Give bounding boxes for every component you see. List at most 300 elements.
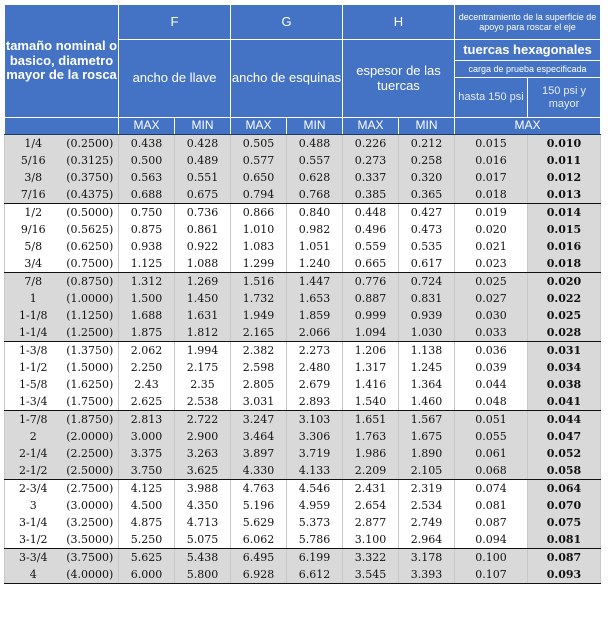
g-min-header: MIN bbox=[287, 118, 343, 135]
runout-upto-150-value: 0.107 bbox=[455, 566, 528, 584]
column-g-letter: G bbox=[231, 5, 343, 40]
g-min-value: 0.557 bbox=[287, 152, 343, 169]
g-min-value: 0.628 bbox=[287, 169, 343, 186]
size-fraction: 3-1/4 bbox=[5, 514, 62, 531]
column-h-letter: H bbox=[343, 5, 455, 40]
h-max-value: 1.416 bbox=[343, 376, 399, 393]
runout-upto-150-value: 0.044 bbox=[455, 376, 528, 393]
runout-upto-150-value: 0.036 bbox=[455, 342, 528, 360]
size-fraction: 7/16 bbox=[5, 186, 62, 204]
size-decimal: (3.5000) bbox=[62, 531, 119, 549]
f-max-value: 1.312 bbox=[119, 273, 175, 291]
size-decimal: (0.3750) bbox=[62, 169, 119, 186]
f-min-value: 0.489 bbox=[175, 152, 231, 169]
g-min-value: 3.719 bbox=[287, 445, 343, 462]
f-min-value: 1.269 bbox=[175, 273, 231, 291]
h-max-value: 3.322 bbox=[343, 549, 399, 567]
runout-upto-150-value: 0.074 bbox=[455, 480, 528, 498]
f-min-value: 3.625 bbox=[175, 462, 231, 480]
table-row bbox=[5, 324, 601, 342]
g-max-value: 6.495 bbox=[231, 549, 287, 567]
h-max-header: MAX bbox=[343, 118, 399, 135]
h-min-value: 3.178 bbox=[399, 549, 455, 567]
row-group bbox=[5, 135, 601, 204]
runout-over-150-value: 0.052 bbox=[528, 445, 601, 462]
runout-over-150-value: 0.047 bbox=[528, 428, 601, 445]
table-row bbox=[5, 359, 601, 376]
runout-over-150-value: 0.016 bbox=[528, 238, 601, 255]
size-fraction: 1-1/4 bbox=[5, 324, 62, 342]
f-min-value: 1.994 bbox=[175, 342, 231, 360]
h-min-value: 0.258 bbox=[399, 152, 455, 169]
runout-upto-150-value: 0.030 bbox=[455, 307, 528, 324]
table-row bbox=[5, 411, 601, 429]
f-min-value: 0.861 bbox=[175, 221, 231, 238]
h-min-value: 0.212 bbox=[399, 135, 455, 153]
runout-over-150-value: 0.012 bbox=[528, 169, 601, 186]
nut-thickness-header: espesor de las tuercas bbox=[343, 40, 455, 118]
width-across-flats-header: ancho de llave bbox=[119, 40, 231, 118]
f-min-value: 5.800 bbox=[175, 566, 231, 584]
size-decimal: (1.3750) bbox=[62, 342, 119, 360]
g-min-value: 2.273 bbox=[287, 342, 343, 360]
row-group bbox=[5, 549, 601, 584]
h-min-value: 1.030 bbox=[399, 324, 455, 342]
runout-over-150-value: 0.031 bbox=[528, 342, 601, 360]
g-min-value: 1.653 bbox=[287, 290, 343, 307]
size-fraction: 1/4 bbox=[5, 135, 62, 153]
size-decimal: (0.3125) bbox=[62, 152, 119, 169]
g-max-value: 0.650 bbox=[231, 169, 287, 186]
runout-max-header: MAX bbox=[455, 118, 601, 135]
f-min-value: 3.988 bbox=[175, 480, 231, 498]
size-decimal: (1.6250) bbox=[62, 376, 119, 393]
size-decimal: (2.2500) bbox=[62, 445, 119, 462]
table-row bbox=[5, 428, 601, 445]
size-decimal: (0.5625) bbox=[62, 221, 119, 238]
g-max-value: 3.897 bbox=[231, 445, 287, 462]
h-max-value: 3.100 bbox=[343, 531, 399, 549]
size-decimal: (0.8750) bbox=[62, 273, 119, 291]
size-fraction: 2 bbox=[5, 428, 62, 445]
g-max-value: 2.598 bbox=[231, 359, 287, 376]
h-min-value: 1.245 bbox=[399, 359, 455, 376]
h-min-value: 2.749 bbox=[399, 514, 455, 531]
runout-over-150-value: 0.044 bbox=[528, 411, 601, 429]
f-min-value: 0.428 bbox=[175, 135, 231, 153]
size-decimal: (1.7500) bbox=[62, 393, 119, 411]
g-min-value: 5.786 bbox=[287, 531, 343, 549]
size-fraction: 1-5/8 bbox=[5, 376, 62, 393]
h-max-value: 1.540 bbox=[343, 393, 399, 411]
runout-over-150-value: 0.058 bbox=[528, 462, 601, 480]
size-fraction: 2-3/4 bbox=[5, 480, 62, 498]
runout-over-150-value: 0.093 bbox=[528, 566, 601, 584]
runout-upto-150-value: 0.018 bbox=[455, 186, 528, 204]
h-max-value: 0.887 bbox=[343, 290, 399, 307]
size-fraction: 1 bbox=[5, 290, 62, 307]
f-max-value: 1.125 bbox=[119, 255, 175, 273]
table-row bbox=[5, 462, 601, 480]
f-max-value: 4.875 bbox=[119, 514, 175, 531]
h-max-value: 0.665 bbox=[343, 255, 399, 273]
table-row bbox=[5, 290, 601, 307]
size-decimal: (1.8750) bbox=[62, 411, 119, 429]
f-max-value: 5.625 bbox=[119, 549, 175, 567]
size-fraction: 1-7/8 bbox=[5, 411, 62, 429]
size-fraction: 5/8 bbox=[5, 238, 62, 255]
f-max-value: 6.000 bbox=[119, 566, 175, 584]
table-row bbox=[5, 342, 601, 360]
runout-upto-150-value: 0.027 bbox=[455, 290, 528, 307]
f-max-value: 0.875 bbox=[119, 221, 175, 238]
h-min-value: 2.964 bbox=[399, 531, 455, 549]
f-min-value: 1.631 bbox=[175, 307, 231, 324]
f-max-value: 2.43 bbox=[119, 376, 175, 393]
runout-upto-150-value: 0.023 bbox=[455, 255, 528, 273]
g-min-value: 2.893 bbox=[287, 393, 343, 411]
table-row bbox=[5, 514, 601, 531]
h-min-value: 0.617 bbox=[399, 255, 455, 273]
h-min-value: 0.320 bbox=[399, 169, 455, 186]
runout-upto-150-value: 0.025 bbox=[455, 273, 528, 291]
h-max-value: 1.206 bbox=[343, 342, 399, 360]
f-max-header: MAX bbox=[119, 118, 175, 135]
row-group bbox=[5, 411, 601, 480]
size-fraction: 1-3/8 bbox=[5, 342, 62, 360]
runout-over-150-value: 0.018 bbox=[528, 255, 601, 273]
f-min-header: MIN bbox=[175, 118, 231, 135]
h-max-value: 1.317 bbox=[343, 359, 399, 376]
f-max-value: 2.813 bbox=[119, 411, 175, 429]
h-min-value: 0.535 bbox=[399, 238, 455, 255]
g-min-value: 0.840 bbox=[287, 204, 343, 222]
f-min-value: 0.675 bbox=[175, 186, 231, 204]
size-decimal: (1.2500) bbox=[62, 324, 119, 342]
runout-over-150-value: 0.041 bbox=[528, 393, 601, 411]
runout-over-150-value: 0.075 bbox=[528, 514, 601, 531]
f-max-value: 1.688 bbox=[119, 307, 175, 324]
runout-over-150-value: 0.020 bbox=[528, 273, 601, 291]
table-row bbox=[5, 393, 601, 411]
runout-upto-150-value: 0.087 bbox=[455, 514, 528, 531]
g-max-value: 2.805 bbox=[231, 376, 287, 393]
h-max-value: 0.448 bbox=[343, 204, 399, 222]
runout-over-150-value: 0.081 bbox=[528, 531, 601, 549]
runout-over-150-value: 0.013 bbox=[528, 186, 601, 204]
g-min-value: 0.488 bbox=[287, 135, 343, 153]
runout-over-150-value: 0.014 bbox=[528, 204, 601, 222]
table-row bbox=[5, 549, 601, 567]
size-fraction: 3/8 bbox=[5, 169, 62, 186]
h-min-value: 3.393 bbox=[399, 566, 455, 584]
f-min-value: 4.350 bbox=[175, 497, 231, 514]
size-fraction: 4 bbox=[5, 566, 62, 584]
f-min-value: 0.736 bbox=[175, 204, 231, 222]
f-min-value: 5.438 bbox=[175, 549, 231, 567]
f-min-value: 1.812 bbox=[175, 324, 231, 342]
runout-over-150-value: 0.028 bbox=[528, 324, 601, 342]
width-across-corners-header: ancho de esquinas bbox=[231, 40, 343, 118]
g-max-value: 2.165 bbox=[231, 324, 287, 342]
table-row bbox=[5, 204, 601, 222]
f-min-value: 2.900 bbox=[175, 428, 231, 445]
runout-upto-150-value: 0.094 bbox=[455, 531, 528, 549]
g-min-value: 1.859 bbox=[287, 307, 343, 324]
h-min-value: 2.534 bbox=[399, 497, 455, 514]
h-max-value: 0.337 bbox=[343, 169, 399, 186]
runout-upto-150-value: 0.055 bbox=[455, 428, 528, 445]
f-max-value: 3.750 bbox=[119, 462, 175, 480]
runout-over-150-value: 0.025 bbox=[528, 307, 601, 324]
table-row bbox=[5, 169, 601, 186]
g-min-value: 0.982 bbox=[287, 221, 343, 238]
runout-over-150-value: 0.064 bbox=[528, 480, 601, 498]
g-max-header: MAX bbox=[231, 118, 287, 135]
f-max-value: 0.563 bbox=[119, 169, 175, 186]
f-max-value: 2.625 bbox=[119, 393, 175, 411]
size-fraction: 1-3/4 bbox=[5, 393, 62, 411]
h-min-value: 1.567 bbox=[399, 411, 455, 429]
h-min-value: 0.724 bbox=[399, 273, 455, 291]
h-min-value: 1.675 bbox=[399, 428, 455, 445]
f-max-value: 3.000 bbox=[119, 428, 175, 445]
h-min-header: MIN bbox=[399, 118, 455, 135]
f-max-value: 1.875 bbox=[119, 324, 175, 342]
size-fraction: 5/16 bbox=[5, 152, 62, 169]
table-row bbox=[5, 273, 601, 291]
size-decimal: (1.0000) bbox=[62, 290, 119, 307]
g-min-value: 5.373 bbox=[287, 514, 343, 531]
g-min-value: 3.103 bbox=[287, 411, 343, 429]
f-min-value: 1.450 bbox=[175, 290, 231, 307]
table-row bbox=[5, 445, 601, 462]
table-row bbox=[5, 135, 601, 153]
runout-over-150-value: 0.011 bbox=[528, 152, 601, 169]
h-max-value: 0.559 bbox=[343, 238, 399, 255]
h-max-value: 0.999 bbox=[343, 307, 399, 324]
g-max-value: 0.577 bbox=[231, 152, 287, 169]
g-max-value: 5.629 bbox=[231, 514, 287, 531]
g-max-value: 1.083 bbox=[231, 238, 287, 255]
size-decimal: (4.0000) bbox=[62, 566, 119, 584]
h-max-value: 1.986 bbox=[343, 445, 399, 462]
f-max-value: 4.125 bbox=[119, 480, 175, 498]
h-max-value: 2.209 bbox=[343, 462, 399, 480]
runout-header: decentramiento de la superficie de apoyo para roscar el eje bbox=[455, 5, 601, 40]
table-row bbox=[5, 221, 601, 238]
g-max-value: 1.949 bbox=[231, 307, 287, 324]
h-max-value: 0.496 bbox=[343, 221, 399, 238]
upto-150-psi-header: hasta 150 psi bbox=[455, 78, 528, 118]
size-decimal: (3.0000) bbox=[62, 497, 119, 514]
h-max-value: 2.654 bbox=[343, 497, 399, 514]
size-fraction: 9/16 bbox=[5, 221, 62, 238]
table-row bbox=[5, 152, 601, 169]
size-fraction: 1/2 bbox=[5, 204, 62, 222]
row-group bbox=[5, 342, 601, 411]
f-max-value: 0.938 bbox=[119, 238, 175, 255]
runout-upto-150-value: 0.016 bbox=[455, 152, 528, 169]
size-decimal: (2.0000) bbox=[62, 428, 119, 445]
f-min-value: 2.722 bbox=[175, 411, 231, 429]
column-f-letter: F bbox=[119, 5, 231, 40]
h-max-value: 1.651 bbox=[343, 411, 399, 429]
f-min-value: 2.35 bbox=[175, 376, 231, 393]
size-decimal: (0.5000) bbox=[62, 204, 119, 222]
runout-upto-150-value: 0.100 bbox=[455, 549, 528, 567]
g-min-value: 2.066 bbox=[287, 324, 343, 342]
f-max-value: 2.250 bbox=[119, 359, 175, 376]
h-max-value: 0.776 bbox=[343, 273, 399, 291]
runout-over-150-value: 0.070 bbox=[528, 497, 601, 514]
runout-upto-150-value: 0.048 bbox=[455, 393, 528, 411]
proof-load-header: carga de prueba especificada bbox=[455, 61, 601, 78]
runout-upto-150-value: 0.019 bbox=[455, 204, 528, 222]
size-fraction: 3-3/4 bbox=[5, 549, 62, 567]
h-min-value: 0.831 bbox=[399, 290, 455, 307]
g-max-value: 6.062 bbox=[231, 531, 287, 549]
size-decimal: (1.5000) bbox=[62, 359, 119, 376]
g-min-value: 4.959 bbox=[287, 497, 343, 514]
f-max-value: 3.375 bbox=[119, 445, 175, 462]
g-max-value: 1.299 bbox=[231, 255, 287, 273]
size-decimal: (3.2500) bbox=[62, 514, 119, 531]
size-decimal: (1.1250) bbox=[62, 307, 119, 324]
table-row bbox=[5, 238, 601, 255]
table-row bbox=[5, 566, 601, 584]
runout-upto-150-value: 0.061 bbox=[455, 445, 528, 462]
size-spacer bbox=[5, 118, 119, 135]
g-max-value: 5.196 bbox=[231, 497, 287, 514]
runout-upto-150-value: 0.051 bbox=[455, 411, 528, 429]
h-min-value: 0.427 bbox=[399, 204, 455, 222]
g-min-value: 4.133 bbox=[287, 462, 343, 480]
g-min-value: 1.447 bbox=[287, 273, 343, 291]
runout-over-150-value: 0.015 bbox=[528, 221, 601, 238]
f-max-value: 4.500 bbox=[119, 497, 175, 514]
row-group bbox=[5, 273, 601, 342]
g-min-value: 0.768 bbox=[287, 186, 343, 204]
g-min-value: 6.612 bbox=[287, 566, 343, 584]
f-max-value: 0.688 bbox=[119, 186, 175, 204]
h-min-value: 2.319 bbox=[399, 480, 455, 498]
g-min-value: 4.546 bbox=[287, 480, 343, 498]
runout-over-150-value: 0.034 bbox=[528, 359, 601, 376]
size-decimal: (0.2500) bbox=[62, 135, 119, 153]
table-container bbox=[4, 4, 601, 584]
g-max-value: 0.794 bbox=[231, 186, 287, 204]
table-row bbox=[5, 531, 601, 549]
runout-over-150-value: 0.010 bbox=[528, 135, 601, 153]
table-header bbox=[5, 5, 601, 135]
runout-over-150-value: 0.022 bbox=[528, 290, 601, 307]
size-decimal: (3.7500) bbox=[62, 549, 119, 567]
table-row bbox=[5, 480, 601, 498]
g-max-value: 6.928 bbox=[231, 566, 287, 584]
runout-upto-150-value: 0.020 bbox=[455, 221, 528, 238]
h-min-value: 2.105 bbox=[399, 462, 455, 480]
g-max-value: 2.382 bbox=[231, 342, 287, 360]
h-max-value: 0.385 bbox=[343, 186, 399, 204]
runout-upto-150-value: 0.081 bbox=[455, 497, 528, 514]
f-min-value: 0.551 bbox=[175, 169, 231, 186]
h-max-value: 2.431 bbox=[343, 480, 399, 498]
size-fraction: 2-1/4 bbox=[5, 445, 62, 462]
f-min-value: 3.263 bbox=[175, 445, 231, 462]
runout-over-150-value: 0.087 bbox=[528, 549, 601, 567]
g-max-value: 4.763 bbox=[231, 480, 287, 498]
h-max-value: 3.545 bbox=[343, 566, 399, 584]
size-fraction: 3 bbox=[5, 497, 62, 514]
h-max-value: 2.877 bbox=[343, 514, 399, 531]
g-max-value: 1.010 bbox=[231, 221, 287, 238]
g-max-value: 0.505 bbox=[231, 135, 287, 153]
runout-upto-150-value: 0.015 bbox=[455, 135, 528, 153]
h-min-value: 1.890 bbox=[399, 445, 455, 462]
f-max-value: 5.250 bbox=[119, 531, 175, 549]
size-decimal: (2.7500) bbox=[62, 480, 119, 498]
size-decimal: (2.5000) bbox=[62, 462, 119, 480]
f-max-value: 0.750 bbox=[119, 204, 175, 222]
size-fraction: 3-1/2 bbox=[5, 531, 62, 549]
f-min-value: 0.922 bbox=[175, 238, 231, 255]
hex-nut-dimensions-table bbox=[4, 4, 601, 584]
g-max-value: 0.866 bbox=[231, 204, 287, 222]
g-max-value: 3.031 bbox=[231, 393, 287, 411]
g-min-value: 1.051 bbox=[287, 238, 343, 255]
g-max-value: 1.516 bbox=[231, 273, 287, 291]
runout-upto-150-value: 0.068 bbox=[455, 462, 528, 480]
g-max-value: 3.247 bbox=[231, 411, 287, 429]
size-fraction: 1-1/8 bbox=[5, 307, 62, 324]
g-min-value: 6.199 bbox=[287, 549, 343, 567]
h-max-value: 1.094 bbox=[343, 324, 399, 342]
table-row bbox=[5, 307, 601, 324]
table-row bbox=[5, 497, 601, 514]
size-decimal: (0.7500) bbox=[62, 255, 119, 273]
g-min-value: 3.306 bbox=[287, 428, 343, 445]
over-150-psi-header: 150 psi y mayor bbox=[528, 78, 601, 118]
h-min-value: 1.364 bbox=[399, 376, 455, 393]
g-max-value: 3.464 bbox=[231, 428, 287, 445]
row-group bbox=[5, 204, 601, 273]
h-min-value: 0.365 bbox=[399, 186, 455, 204]
h-max-value: 0.226 bbox=[343, 135, 399, 153]
runout-upto-150-value: 0.039 bbox=[455, 359, 528, 376]
size-fraction: 2-1/2 bbox=[5, 462, 62, 480]
size-decimal: (0.4375) bbox=[62, 186, 119, 204]
f-max-value: 0.438 bbox=[119, 135, 175, 153]
g-min-value: 2.480 bbox=[287, 359, 343, 376]
g-max-value: 1.732 bbox=[231, 290, 287, 307]
f-min-value: 5.075 bbox=[175, 531, 231, 549]
table-row bbox=[5, 186, 601, 204]
size-fraction: 7/8 bbox=[5, 273, 62, 291]
nominal-size-header: tamaño nominal o basico, diametro mayor de la rosca bbox=[5, 5, 119, 118]
g-max-value: 4.330 bbox=[231, 462, 287, 480]
size-decimal: (0.6250) bbox=[62, 238, 119, 255]
f-min-value: 1.088 bbox=[175, 255, 231, 273]
runout-upto-150-value: 0.017 bbox=[455, 169, 528, 186]
g-min-value: 2.679 bbox=[287, 376, 343, 393]
runout-over-150-value: 0.038 bbox=[528, 376, 601, 393]
hex-nuts-header: tuercas hexagonales bbox=[455, 40, 601, 61]
runout-upto-150-value: 0.021 bbox=[455, 238, 528, 255]
f-max-value: 0.500 bbox=[119, 152, 175, 169]
size-fraction: 1-1/2 bbox=[5, 359, 62, 376]
size-fraction: 3/4 bbox=[5, 255, 62, 273]
